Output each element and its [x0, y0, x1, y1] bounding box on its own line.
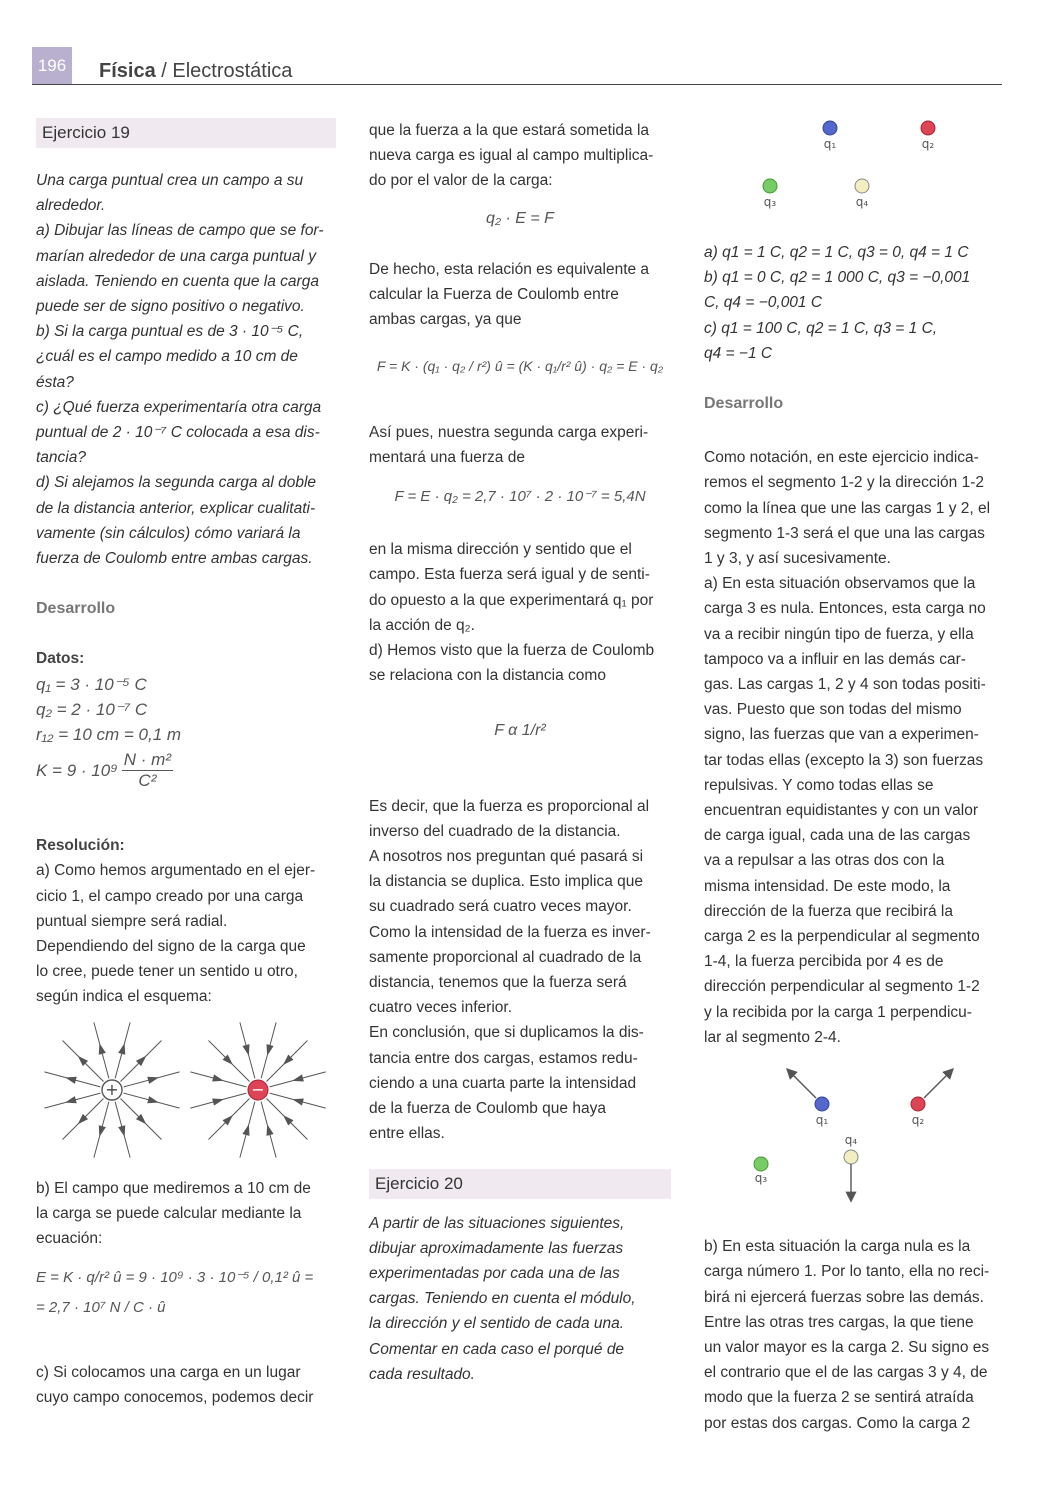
text-line: el contrario que el de las cargas 3 y 4, de	[704, 1364, 988, 1382]
text-line: gas. Las cargas 1, 2 y 4 son todas positi-	[704, 676, 986, 694]
text-line: 1-4, la fuerza percibida por 4 es de	[704, 953, 944, 971]
text-line: a) q1 = 1 C, q2 = 1 C, q3 = 0, q4 = 1 C	[704, 244, 969, 261]
text-line: se relaciona con la distancia como	[369, 667, 606, 685]
text-line: q4 = −1 C	[704, 344, 773, 362]
force-charge-q4-icon	[844, 1150, 858, 1164]
text-line: marían alrededor de una carga puntual y	[36, 247, 317, 265]
field-arrow	[148, 1077, 157, 1083]
text-line: ecuación:	[36, 1230, 103, 1248]
field-arrow	[213, 1099, 222, 1105]
text-line: remos el segmento 1-2 y la dirección 1-2	[704, 474, 984, 492]
field-arrow	[243, 1044, 249, 1053]
force-label-q4: q₄	[844, 1133, 858, 1148]
resolution-title: Resolución:	[36, 837, 125, 855]
text-line: lo cree, puede tener un sentido u otro,	[36, 963, 298, 981]
col2-paragraph-3	[369, 420, 671, 470]
text-line: modo que la fuerza 2 se sentirá atraída	[704, 1389, 974, 1407]
text-line: b) En esta situación la carga nula es la	[704, 1238, 971, 1256]
text-line: campo. Esta fuerza será igual y de senti-	[369, 566, 650, 584]
text-line: lar al segmento 2-4.	[704, 1028, 841, 1046]
text-line: cargas. Teniendo en cuenta el módulo,	[369, 1290, 636, 1308]
force-charge-q2-icon	[911, 1097, 925, 1111]
text-line: la dirección y el sentido de cada una.	[369, 1315, 625, 1333]
equation-3: F = E · q₂ = 2,7 · 10⁷ · 2 · 10⁻⁷ = 5,4N	[394, 488, 646, 506]
text-line: como la línea que une las cargas 1 y 2, el	[704, 499, 991, 517]
text-line: tancia entre dos cargas, estamos redu-	[369, 1049, 638, 1067]
force-charge-q1-icon	[815, 1097, 829, 1111]
column-1	[36, 118, 336, 1410]
field-lines-diagram	[36, 1018, 336, 1168]
text-line: Una carga puntual crea un campo a su	[36, 172, 304, 189]
text-line: dibujar aproximadamente las fuerzas	[369, 1239, 624, 1257]
text-line: cuatro veces inferior.	[369, 999, 513, 1017]
text-line: Como la intensidad de la fuerza es inver-	[369, 923, 651, 941]
text-line: de carga igual, cada una de las cargas	[704, 827, 971, 845]
text-line: de la fuerza de Coulomb que haya	[369, 1100, 606, 1118]
text-line: según indica el esquema:	[36, 988, 212, 1006]
text-line: ¿cuál es el campo medido a 10 cm de	[36, 348, 298, 366]
label-q1: q₁	[823, 137, 837, 151]
field-arrow	[119, 1044, 125, 1053]
text-line: a) En esta situación observamos que la	[704, 575, 976, 593]
data-k-units	[122, 750, 173, 791]
force-label-q2: q₂	[911, 1113, 925, 1128]
col2-paragraph-2	[369, 257, 671, 333]
force-arrow-q1	[788, 1070, 816, 1098]
equation-1: q₂ · E = F	[486, 209, 554, 227]
text-line: b) Si la carga puntual es de 3 · 10⁻⁵ C,	[36, 323, 304, 341]
text-line: calcular la Fuerza de Coulomb entre	[369, 286, 619, 304]
data-q1: q₁ = 3 · 10⁻⁵ C	[36, 674, 147, 694]
text-line: birá ni ejercerá fuerzas sobre las demás.	[704, 1288, 984, 1306]
text-line: c) ¿Qué fuerza experimentaría otra carga	[36, 398, 322, 416]
equation-b1: E = K · q/r² û = 9 · 10⁹ · 3 · 10⁻⁵ / 0,1² û =	[36, 1269, 314, 1287]
text-line: A nosotros nos preguntan qué pasará si	[369, 848, 644, 866]
text-line: la distancia se duplica. Esto implica que	[369, 873, 643, 891]
text-line: ambas cargas, ya que	[369, 311, 522, 329]
text-line: Es decir, que la fuerza es proporcional al	[369, 797, 650, 815]
label-q2: q₂	[921, 137, 935, 151]
text-line: entre ellas.	[369, 1125, 445, 1143]
text-line: inverso del cuadrado de la distancia.	[369, 822, 621, 840]
equation-2: F = K · (q₁ · q₂ / r²) û = (K · q₁/r² û) · q₂ = E · q₂	[376, 358, 664, 375]
cases-list	[704, 240, 1006, 366]
development-title: Desarrollo	[36, 600, 116, 618]
text-line: fuerza de Coulomb entre ambas cargas.	[36, 550, 313, 568]
text-line: un valor mayor es la carga 2. Su signo es	[704, 1338, 990, 1356]
text-line: cada resultado.	[369, 1365, 475, 1383]
field-arrow	[294, 1099, 303, 1105]
text-line: 1 y 3, y así sucesivamente.	[704, 550, 891, 568]
text-line: Comentar en cada caso el porqué de	[369, 1340, 625, 1358]
column-2	[369, 118, 671, 1387]
text-line: va a recibir ningún tipo de fuerza, y ella	[704, 625, 974, 643]
field-arrow	[213, 1075, 222, 1081]
text-line: do por el valor de la carga:	[369, 172, 553, 190]
text-line: carga 2 es la perpendicular al segmento	[704, 928, 980, 946]
field-arrow	[99, 1126, 105, 1135]
charges-diagram-1	[704, 118, 1004, 218]
field-arrow	[99, 1044, 105, 1053]
data-k-value: K = 9 · 10⁹	[36, 760, 118, 780]
text-line: tampoco va a influir en las demás car-	[704, 650, 966, 668]
text-line: a) Dibujar las líneas de campo que se for-	[36, 222, 324, 240]
text-line: Así pues, nuestra segunda carga experi-	[369, 423, 649, 441]
text-line: por estas dos cargas. Como la carga 2	[704, 1414, 971, 1432]
text-line: Como notación, en este ejercicio indica-	[704, 449, 979, 467]
text-line: tar todas ellas (excepto la 3) son fuerzas	[704, 751, 984, 769]
exercise-20-title: Ejercicio 20	[369, 1169, 671, 1199]
text-line: de la distancia anterior, explicar cualitati-	[36, 499, 316, 517]
text-line: Dependiendo del signo de la carga que	[36, 938, 306, 956]
text-line: b) El campo que mediremos a 10 cm de	[36, 1179, 311, 1197]
charge-q4-icon	[855, 179, 869, 193]
text-line: puntual siempre será radial.	[36, 912, 228, 930]
text-line: distancia, tenemos que la fuerza será	[369, 974, 627, 992]
text-line: d) Hemos visto que la fuerza de Coulomb	[369, 642, 655, 660]
exercise-20-statement	[369, 1211, 671, 1387]
text-line: nueva carga es igual al campo multiplica-	[369, 147, 654, 165]
exercise-19-statement	[36, 168, 336, 571]
text-line: segmento 1-3 será el que una las cargas	[704, 524, 985, 542]
col3-paragraph-1	[704, 445, 1006, 1050]
text-line: experimentadas por cada una de las	[369, 1264, 620, 1282]
data-k-den: C²	[138, 770, 157, 790]
field-arrow	[243, 1125, 249, 1134]
development-title-2: Desarrollo	[704, 395, 784, 413]
text-line: su cuadrado será cuatro veces mayor.	[369, 898, 632, 916]
text-line: repulsivas. Y como todas ellas se	[704, 776, 934, 794]
col2-paragraph-4	[369, 537, 671, 688]
text-line: puntual de 2 · 10⁻⁷ C colocada a esa dis-	[36, 424, 320, 442]
text-line: misma intensidad. De este modo, la	[704, 877, 951, 895]
text-line: a) Como hemos argumentado en el ejer-	[36, 862, 316, 880]
text-line: mentará una fuerza de	[369, 448, 525, 466]
plus-sign: +	[105, 1079, 119, 1099]
exercise-19-title: Ejercicio 19	[36, 118, 336, 148]
text-line: aislada. Teniendo en cuenta que la carga	[36, 272, 319, 290]
text-line: cuyo campo conocemos, podemos decir	[36, 1388, 314, 1406]
text-line: en la misma dirección y sentido que el	[369, 541, 632, 559]
col2-paragraph-5	[369, 794, 671, 1147]
force-label-q3: q₃	[754, 1171, 768, 1186]
charge-q3-icon	[763, 179, 777, 193]
minus-sign: −	[251, 1079, 265, 1099]
text-line: encuentran equidistantes y con un valor	[704, 802, 979, 820]
text-line: puede ser de signo positivo o negativo.	[36, 298, 305, 316]
field-arrow	[67, 1077, 76, 1083]
text-line: la acción de q₂.	[369, 616, 475, 634]
text-line: que la fuerza a la que estará sometida la	[369, 122, 650, 139]
text-line: c) Si colocamos una carga en un lugar	[36, 1363, 301, 1381]
text-line: vas. Puesto que son todas del mismo	[704, 701, 962, 719]
label-q3: q₃	[763, 195, 777, 209]
field-arrow	[148, 1097, 157, 1103]
resolution-a-text	[36, 858, 336, 1009]
text-line: De hecho, esta relación es equivalente a	[369, 260, 650, 278]
data-k	[36, 747, 336, 793]
col3-paragraph-2	[704, 1234, 1006, 1436]
charge-q1-icon	[823, 121, 837, 135]
text-line: y la recibida por la carga 1 perpendicu-	[704, 1003, 972, 1021]
col2-paragraph-1	[369, 118, 671, 194]
header-subject: Física	[99, 60, 156, 82]
text-line: alrededor.	[36, 197, 106, 215]
data-q2: q₂ = 2 · 10⁻⁷ C	[36, 699, 148, 719]
field-arrow	[267, 1044, 273, 1053]
header-topic: Electrostática	[172, 60, 293, 82]
text-line: tancia?	[36, 449, 86, 467]
text-line: ciendo a una cuarta parte la intensidad	[369, 1074, 637, 1092]
data-k-num: N · m²	[123, 749, 172, 769]
text-line: dirección de la fuerza que recibirá la	[704, 902, 953, 920]
field-arrow	[119, 1126, 125, 1135]
page-number: 196	[32, 47, 72, 85]
text-line: dirección perpendicular al segmento 1-2	[704, 978, 980, 996]
equation-b2: = 2,7 · 10⁷ N / C · û	[36, 1298, 166, 1316]
running-header	[99, 60, 292, 83]
text-line: la carga se puede calcular mediante la	[36, 1204, 302, 1222]
force-label-q1: q₁	[815, 1113, 829, 1128]
field-arrow	[267, 1125, 273, 1134]
text-line: d) Si alejamos la segunda carga al doble	[36, 474, 317, 492]
text-line: ésta?	[36, 373, 74, 391]
force-charge-q3-icon	[754, 1157, 768, 1171]
text-line: Entre las otras tres cargas, la que tiene	[704, 1313, 974, 1331]
forces-diagram	[704, 1062, 1004, 1212]
text-line: b) q1 = 0 C, q2 = 1 000 C, q3 = −0,001	[704, 269, 971, 287]
text-line: En conclusión, que si duplicamos la dis-	[369, 1024, 644, 1042]
column-3	[704, 118, 1006, 1436]
text-line: vamente (sin cálculos) cómo variará la	[36, 524, 301, 542]
text-line: A partir de las situaciones siguientes,	[369, 1214, 625, 1232]
text-line: c) q1 = 100 C, q2 = 1 C, q3 = 1 C,	[704, 319, 938, 337]
field-arrow	[294, 1075, 303, 1081]
data-title: Datos:	[36, 650, 85, 668]
data-r12: r₁₂ = 10 cm = 0,1 m	[36, 725, 182, 745]
resolution-b-text	[36, 1176, 336, 1252]
text-line: signo, las fuerzas que van a experimen-	[704, 726, 979, 744]
text-line: carga número 1. Por lo tanto, ella no reci-	[704, 1263, 990, 1281]
charge-q2-icon	[921, 121, 935, 135]
text-line: va a repulsar a las otras dos con la	[704, 852, 945, 870]
header-separator: /	[155, 60, 173, 82]
text-line: do opuesto a la que experimentará q₁ por	[369, 591, 654, 609]
field-arrow	[67, 1097, 76, 1103]
text-line: carga 3 es nula. Entonces, esta carga no	[704, 600, 986, 618]
text-line: samente proporcional al cuadrado de la	[369, 948, 642, 966]
header-rule	[32, 84, 1002, 85]
equation-4: F α 1/r²	[494, 722, 546, 740]
text-line: cicio 1, el campo creado por una carga	[36, 887, 304, 905]
resolution-c-text	[36, 1360, 336, 1410]
text-line: C, q4 = −0,001 C	[704, 294, 823, 312]
label-q4: q₄	[855, 195, 869, 209]
force-arrow-q2	[924, 1070, 952, 1098]
